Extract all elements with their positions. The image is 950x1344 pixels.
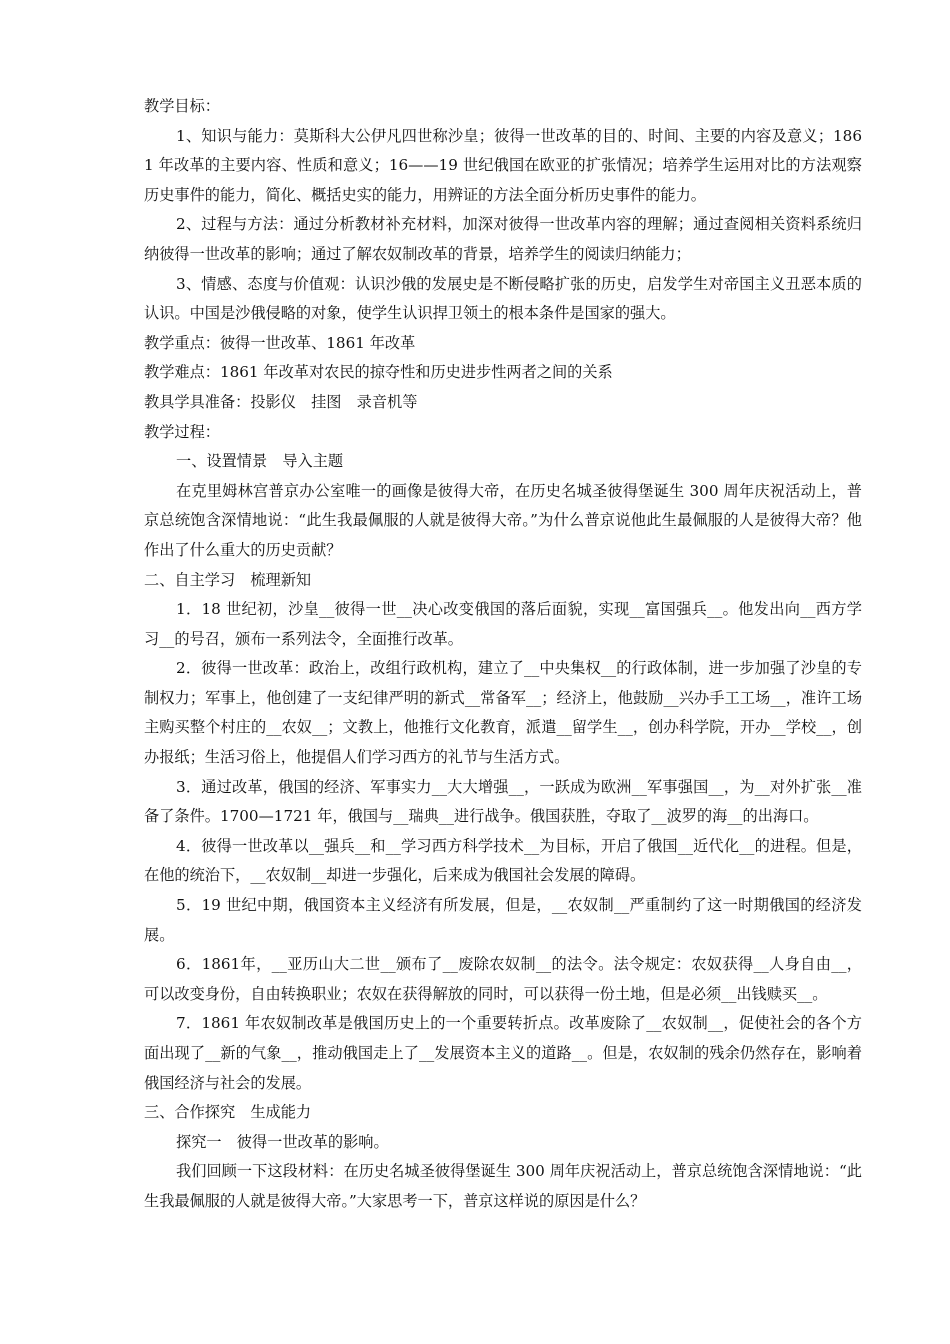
list-item-4: 4．彼得一世改革以__强兵__和__学习西方科学技术__为目标，开启了俄国__近代化__的进程。但是，在他的统治下，__农奴制__却进一步强化，后来成为俄国社会发展的障碍。 [144,836,862,885]
goal-knowledge-ability: 1、知识与能力：莫斯科大公伊凡四世称沙皇；彼得一世改革的目的、时间、主要的内容及意义；1861 年改革的主要内容、性质和意义；16——19 世纪俄国在欧亚的扩张情况；培养学生运用对比的方法观察历史事件的能力，简化、概括史实的能力，用辨证的方法全面分析历史事件的能力。 [144,126,862,204]
section1-heading: 一、设置情景 导入主题 [176,452,344,471]
difficulty: 教学难点：1861 年改革对农民的掠夺性和历史进步性两者之间的关系 [144,363,613,382]
goals-heading: 教学目标： [144,97,220,115]
explore1-text: 我们回顾一下这段材料：在历史名城圣彼得堡诞生 300 周年庆祝活动上，普京总统饱含深情地说：“此生我最佩服的人就是彼得大帝。”大家思考一下，普京这样说的原因是什么？ [144,1162,862,1210]
document-page [144,92,862,1217]
explore1-heading: 探究一 彼得一世改革的影响。 [176,1132,389,1151]
key-point: 教学重点：彼得一世改革、1861 年改革 [144,333,416,352]
list-item-2: 2．彼得一世改革：政治上，改组行政机构，建立了__中央集权__的行政体制，进一步加强了沙皇的专制权力；军事上，他创建了一支纪律严明的新式__常备军__；经济上，他鼓励__兴办手工工场__，准许工场主购买整个村庄的__农奴__；文教上，他推行文化教育，派遣__留学生__，创办科学院，开办__学校__，创办报纸；生活习俗上，他提倡人们学习西方的礼节与生活方式。 [144,659,862,767]
list-item-3: 3．通过改革，俄国的经济、军事实力__大大增强__，一跃成为欧洲__军事强国__，为__对外扩张__准备了条件。1700—1721 年，俄国与__瑞典__进行战争。俄国获胜，夺取了__波罗的海__的出海口。 [144,777,862,826]
goal-emotion-values: 3、情感、态度与价值观：认识沙俄的发展史是不断侵略扩张的历史，启发学生对帝国主义丑恶本质的认识。中国是沙俄侵略的对象，使学生认识捍卫领土的根本条件是国家的强大。 [144,274,862,323]
section1-text: 在克里姆林宫普京办公室唯一的画像是彼得大帝，在历史名城圣彼得堡诞生 300 周年庆祝活动上，普京总统饱含深情地说：“此生我最佩服的人就是彼得大帝。”为什么普京说他此生最佩服的人是彼得大帝？他作出了什么重大的历史贡献？ [144,481,862,559]
goal-process-method: 2、过程与方法：通过分析教材补充材料，加深对彼得一世改革内容的理解；通过查阅相关资料系统归纳彼得一世改革的影响；通过了解农奴制改革的背景，培养学生的阅读归纳能力； [144,215,862,263]
list-item-6: 6．1861年，__亚历山大二世__颁布了__废除农奴制__的法令。法令规定：农奴获得__人身自由__，可以改变身份，自由转换职业；农奴在获得解放的同时，可以获得一份土地，但是必须__出钱赎买__。 [144,955,862,1003]
section2-heading: 二、自主学习 梳理新知 [144,570,312,589]
process-heading: 教学过程： [144,422,220,441]
list-item-7: 7．1861 年农奴制改革是俄国历史上的一个重要转折点。改革废除了__农奴制__，促使社会的各个方面出现了__新的气象__，推动俄国走上了__发展资本主义的道路__。但是，农奴制的残余仍然存在，影响着俄国经济与社会的发展。 [144,1014,862,1092]
list-item-1: 1．18 世纪初，沙皇__彼得一世__决心改变俄国的落后面貌，实现__富国强兵__。他发出向__西方学习__的号召，颁布一系列法令，全面推行改革。 [144,600,862,648]
teaching-tools: 教具学具准备：投影仪 挂图 录音机等 [144,392,418,411]
list-item-5: 5．19 世纪中期，俄国资本主义经济有所发展，但是，__农奴制__严重制约了这一时期俄国的经济发展。 [144,896,862,944]
section3-heading: 三、合作探究 生成能力 [144,1103,312,1122]
